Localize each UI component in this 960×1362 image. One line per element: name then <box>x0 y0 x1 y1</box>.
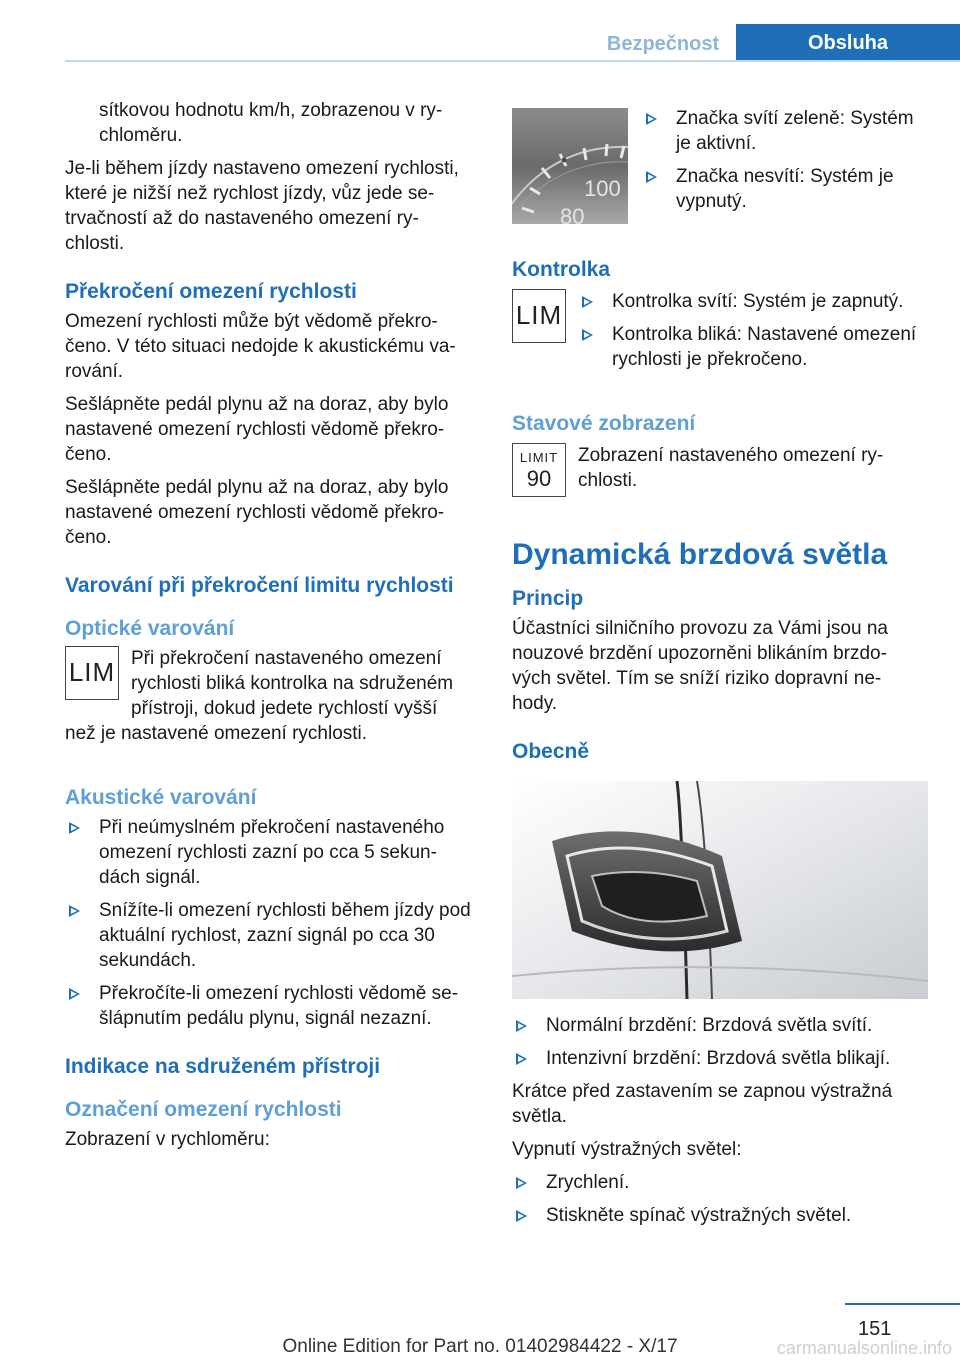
heading-akusticke: Akustické varování <box>65 786 257 809</box>
heading-oznaceni: Označení omezení rychlosti <box>65 1098 342 1121</box>
triangle-bullet-icon <box>516 1177 527 1189</box>
page-number-rule <box>845 1303 960 1305</box>
list-item: Kontrolka svítí: Systém je zapnutý. <box>578 289 930 314</box>
limit-90-icon: LIMIT 90 <box>512 443 566 497</box>
list-item: Kontrolka bliká: Nastavené omezení rychlosti je překročeno. <box>578 322 930 372</box>
left-column <box>65 98 477 1160</box>
speedometer-image <box>512 108 628 224</box>
list-item: Intenzivní brzdění: Brzdová světla blikají. <box>512 1046 930 1071</box>
paragraph: Účastníci silničního provozu za Vámi jsou na nouzové brzdění upozorněni blikáním brzdo‐ vých světel. Tím se sníží riziko dopravní ne‐ hody. <box>512 618 888 714</box>
page-number: 151 <box>858 1318 892 1340</box>
list-item: Stiskněte spínač výstražných světel. <box>512 1203 930 1228</box>
list-item: Značka svítí zeleně: Systém je aktivní. <box>642 106 930 156</box>
triangle-bullet-icon <box>582 329 593 341</box>
watermark: carmanualsonline.info <box>776 1338 952 1358</box>
list-item: Při neúmyslném překročení nastaveného omezení rychlosti zazní po cca 5 sekun‐ dách signál. <box>65 815 477 890</box>
speed-label-80: 80 <box>560 204 585 224</box>
list-item: Normální brzdění: Brzdová světla svítí. <box>512 1013 930 1038</box>
paragraph: Je-li během jízdy nastaveno omezení rychlosti, které je nižší než rychlost jízdy, vůz jede se‐ trvačností až do nastaveného omezení ry‐ chlosti. <box>65 158 459 254</box>
triangle-bullet-icon <box>69 905 80 917</box>
paragraph: Zobrazení nastaveného omezení ry‐ chlosti. <box>578 445 884 491</box>
tab-obsluha[interactable]: Obsluha <box>736 24 960 62</box>
paragraph: Sešlápněte pedál plynu až na doraz, aby bylo nastavené omezení rychlosti vědomě překro‐ čeno. <box>65 477 449 548</box>
list-item: Překročíte-li omezení rychlosti vědomě se‐ šlápnutím pedálu plynu, signál nezazní. <box>65 981 477 1031</box>
brake-list <box>512 1013 930 1071</box>
heading-stavove: Stavové zobrazení <box>512 412 696 435</box>
paragraph: Sešlápněte pedál plynu až na doraz, aby bylo nastavené omezení rychlosti vědomě překro‐ čeno. <box>65 394 449 465</box>
heading-dynamicka: Dynamická brzdová světla <box>512 538 888 571</box>
hazard-off-list <box>512 1170 930 1228</box>
triangle-bullet-icon <box>69 822 80 834</box>
triangle-bullet-icon <box>69 988 80 1000</box>
triangle-bullet-icon <box>582 296 593 308</box>
heading-kontrolka: Kontrolka <box>512 258 611 281</box>
list-item: Snížíte-li omezení rychlosti během jízdy pod aktuální rychlost, zazní signál po cca 30 sekundách. <box>65 898 477 973</box>
heading-obecne: Obecně <box>512 740 590 763</box>
paragraph: sítkovou hodnotu km/h, zobrazenou v ry‐ chloměru. <box>99 100 443 146</box>
heading-opticke: Optické varování <box>65 617 235 640</box>
list-item: Zrychlení. <box>512 1170 930 1195</box>
kontrolka-list <box>578 289 930 380</box>
taillight-image <box>512 781 928 999</box>
triangle-bullet-icon <box>516 1210 527 1222</box>
tab-bezpecnost[interactable]: Bezpečnost <box>606 33 720 55</box>
triangle-bullet-icon <box>646 171 657 183</box>
lim-indicator-icon: LIM <box>512 289 566 343</box>
paragraph: než je nastavené omezení rychlosti. <box>65 723 368 744</box>
speedo-list <box>642 106 930 222</box>
heading-varovani: Varování při překročení limitu rychlosti <box>65 574 454 597</box>
list-item: Značka nesvítí: Systém je vypnutý. <box>642 164 930 214</box>
edition-footer: Online Edition for Part no. 01402984422 - X/17 <box>282 1336 678 1357</box>
heading-indikace: Indikace na sdruženém přístroji <box>65 1055 381 1078</box>
paragraph: Omezení rychlosti může být vědomě překro‐ čeno. V této situaci nedojde k akustickému va‐ rování. <box>65 311 456 382</box>
heading-prekroceni: Překročení omezení rychlosti <box>65 280 357 303</box>
acoustic-list <box>65 815 477 1031</box>
paragraph: Krátce před zastavením se zapnou výstražná světla. <box>512 1081 893 1127</box>
paragraph: Při překročení nastaveného omezení rychlosti bliká kontrolka na sdruženém přístroji, dokud jedete rychlostí vyšší <box>131 648 454 719</box>
paragraph: Vypnutí výstražných světel: <box>512 1139 742 1160</box>
right-column <box>512 98 930 1236</box>
triangle-bullet-icon <box>516 1053 527 1065</box>
paragraph: Zobrazení v rychloměru: <box>65 1129 270 1150</box>
triangle-bullet-icon <box>646 113 657 125</box>
speed-label-100: 100 <box>584 176 621 201</box>
heading-princip: Princip <box>512 587 584 610</box>
lim-warning-icon: LIM <box>65 646 119 700</box>
header-rule <box>65 60 960 62</box>
triangle-bullet-icon <box>516 1020 527 1032</box>
